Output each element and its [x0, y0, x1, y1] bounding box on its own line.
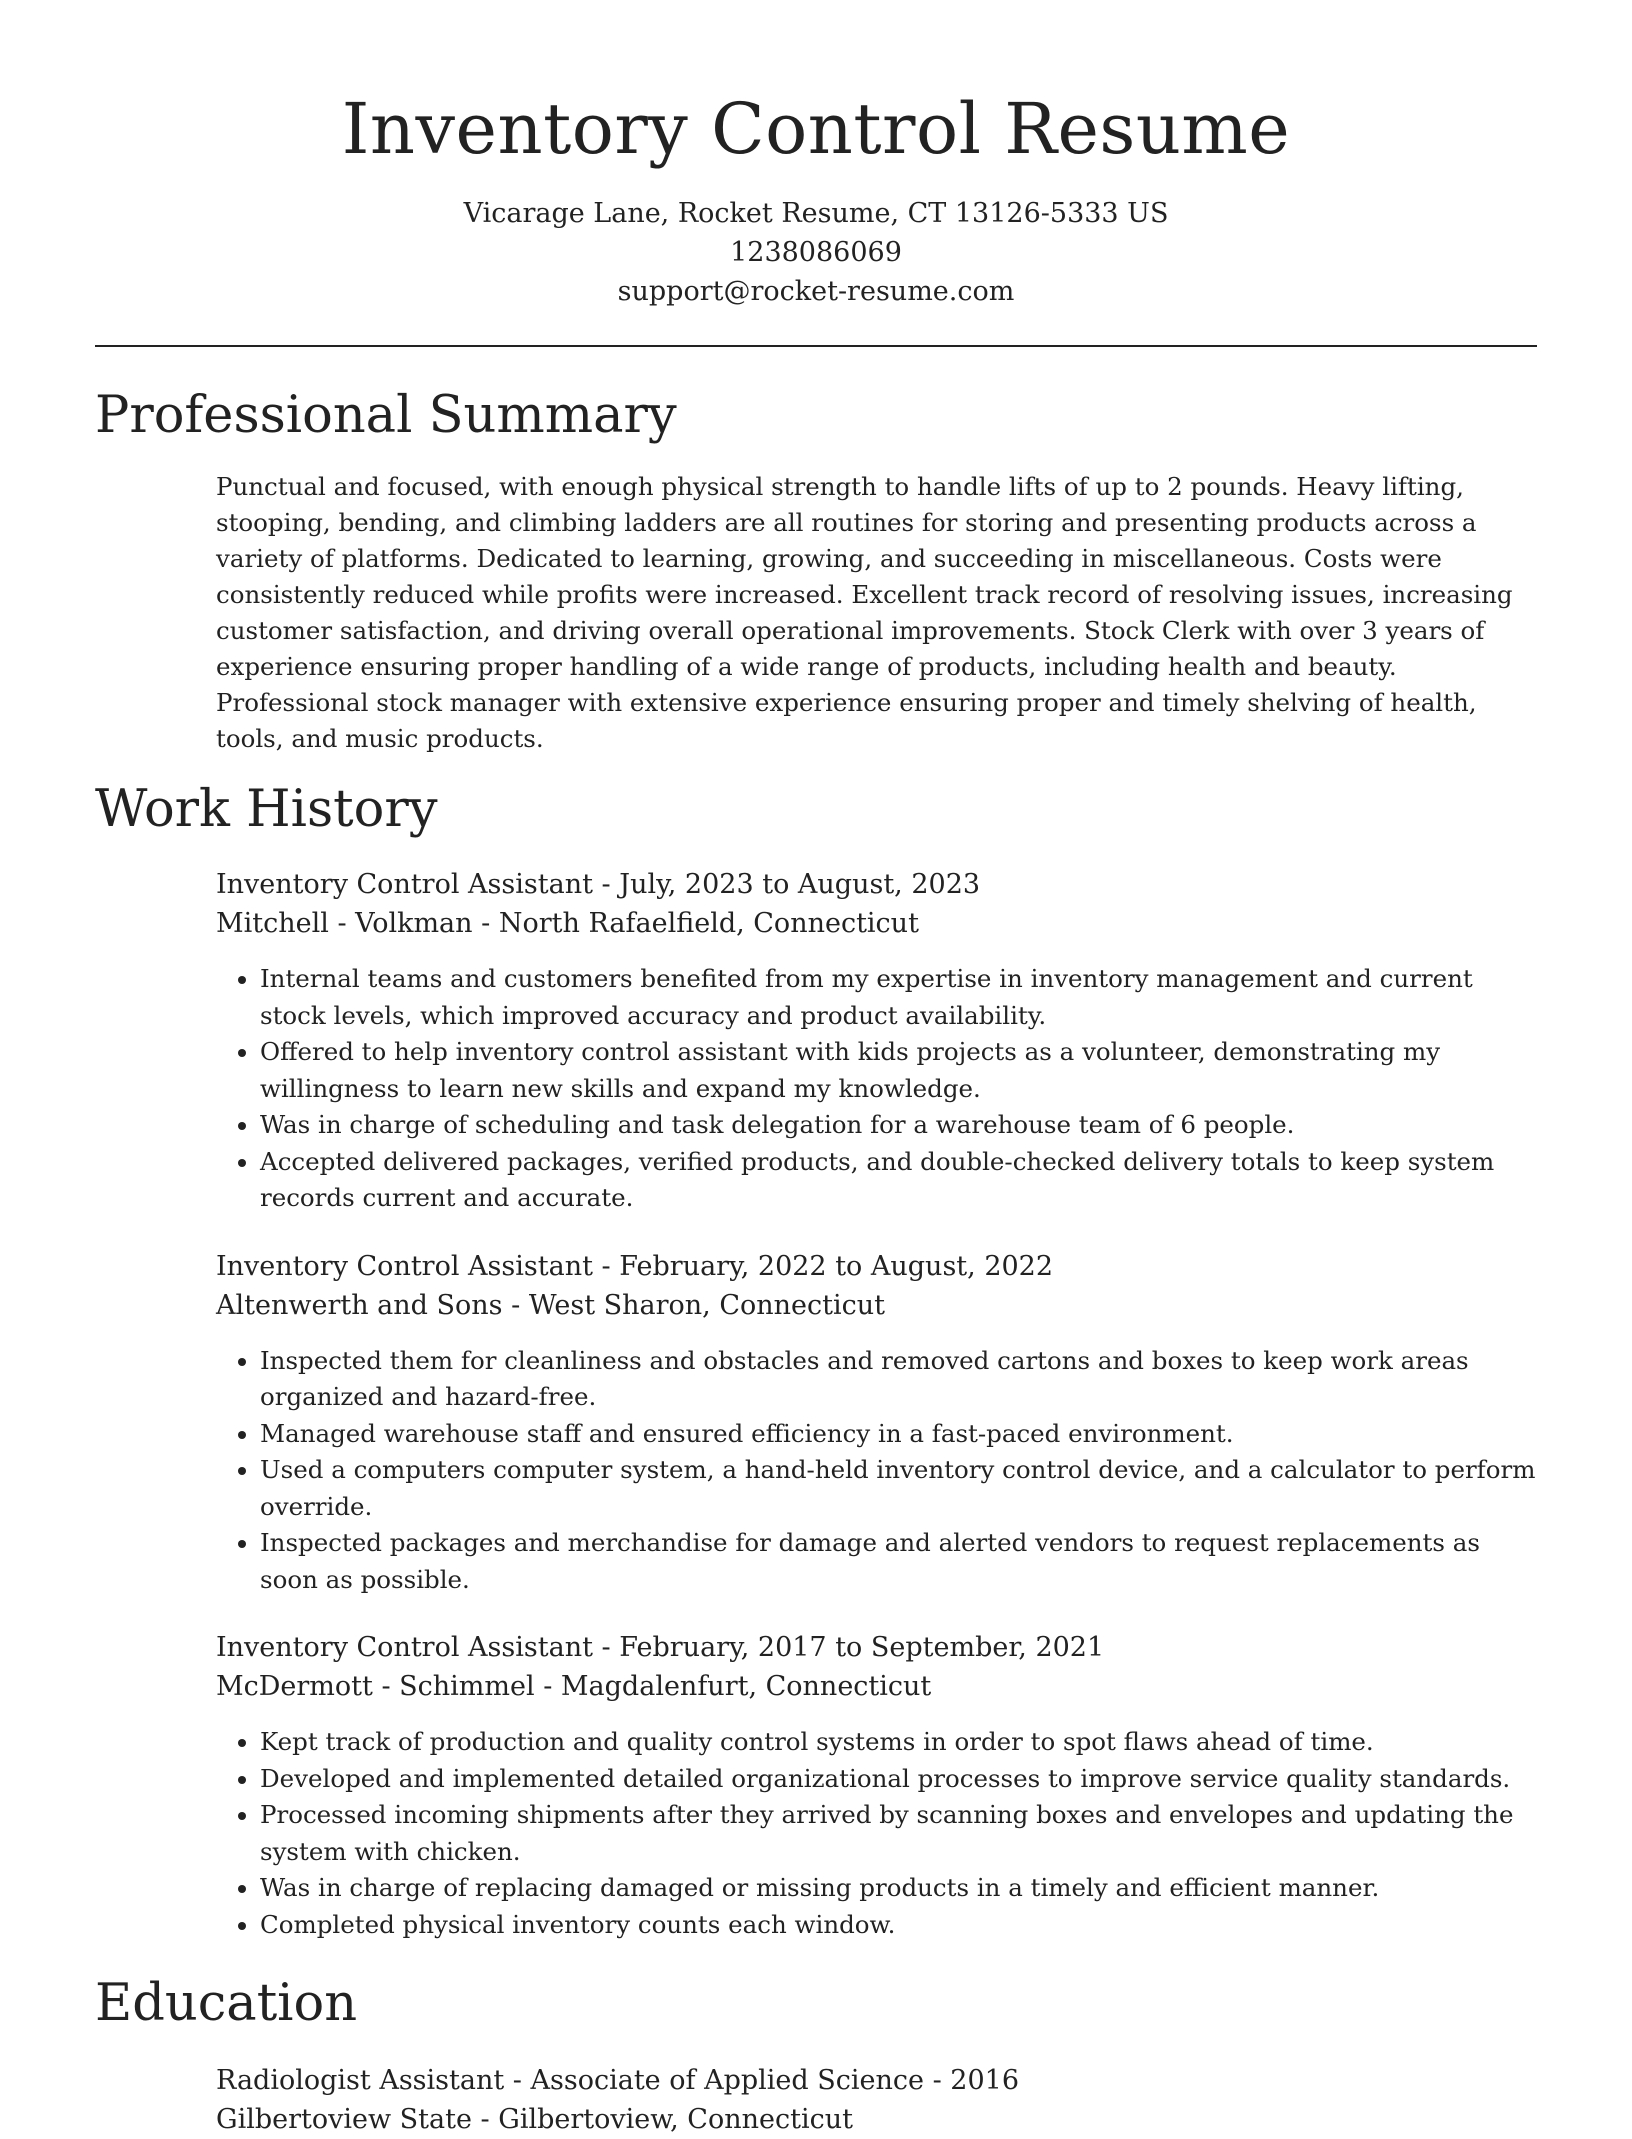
job-duty-item: • Developed and implemented detailed organizational processes to improve service quality standards. — [260, 1761, 1537, 1798]
work-history-list — [216, 865, 1537, 1943]
professional-summary-heading: Professional Summary — [95, 386, 677, 445]
job-duty-item: • Used a computers computer system, a hand-held inventory control device, and a calculator to perform override. — [260, 1452, 1537, 1525]
job-dates: February, 2017 to September, 2021 — [619, 1632, 1105, 1663]
job-location: Magdalenfurt, Connecticut — [560, 1671, 932, 1702]
job-duties-list — [216, 961, 1537, 1217]
job-duty-item: • Inspected them for cleanliness and obstacles and removed cartons and boxes to keep work areas organized and hazard-free. — [260, 1343, 1537, 1416]
job-company-line — [216, 904, 1537, 943]
job-duty-item: • Inspected packages and merchandise for damage and alerted vendors to request replacements as soon as possible. — [260, 1525, 1537, 1598]
job-duty-item: • Completed physical inventory counts each window. — [260, 1907, 1537, 1944]
job-duties-list — [216, 1724, 1537, 1943]
job-duties-list — [216, 1343, 1537, 1599]
job-company: Altenwerth and Sons — [216, 1289, 503, 1321]
education-school-line — [216, 2100, 1537, 2139]
job-title-line — [216, 1247, 1537, 1286]
job-dates: February, 2022 to August, 2022 — [619, 1250, 1054, 1282]
job-company: Mitchell - Volkman — [216, 908, 473, 939]
contact-info — [95, 194, 1537, 311]
education-year: 2016 — [950, 2065, 1019, 2096]
work-history-heading: Work History — [95, 780, 438, 839]
work-history-section — [95, 775, 1537, 1943]
header-divider — [95, 345, 1537, 347]
education-heading: Education — [95, 1974, 358, 2033]
education-degree: Associate of Applied Science — [530, 2065, 924, 2096]
job-duty-item: • Accepted delivered packages, verified products, and double-checked delivery totals to keep system records current and accurate. — [260, 1144, 1537, 1217]
job-title-line — [216, 1628, 1537, 1667]
education-location: Gilbertoview, Connecticut — [498, 2104, 853, 2135]
job-role: Inventory Control Assistant — [216, 1250, 593, 1282]
contact-email: support@rocket-resume.com — [617, 276, 1015, 307]
contact-address: Vicarage Lane, Rocket Resume, CT 13126-5333 US — [463, 198, 1169, 229]
job-company: McDermott - Schimmel — [216, 1671, 535, 1702]
contact-phone: 1238086069 — [730, 237, 902, 268]
job-role: Inventory Control Assistant — [216, 869, 593, 900]
resume-header — [95, 0, 1537, 311]
separator: - — [504, 2065, 531, 2096]
education-degree-line — [216, 2061, 1537, 2100]
job-company-line — [216, 1667, 1537, 1706]
job-company-line — [216, 1286, 1537, 1325]
job-duty-item: • Kept track of production and quality control systems in order to spot flaws ahead of time. — [260, 1724, 1537, 1761]
job-location: West Sharon, Connecticut — [528, 1289, 885, 1321]
job-duty-item: • Was in charge of scheduling and task delegation for a warehouse team of 6 people. — [260, 1107, 1537, 1144]
job-role: Inventory Control Assistant — [216, 1632, 593, 1663]
separator: - — [592, 1250, 620, 1282]
separator: - — [592, 1632, 620, 1663]
job-duty-item: • Processed incoming shipments after they arrived by scanning boxes and envelopes and updating the system with chicken. — [260, 1797, 1537, 1870]
separator: - — [471, 2104, 499, 2135]
education-entry — [216, 2061, 1537, 2139]
job-duty-item: • Was in charge of replacing damaged or missing products in a timely and efficient manner. — [260, 1870, 1537, 1907]
separator: - — [923, 2065, 951, 2096]
education-school: Gilbertoview State — [216, 2104, 472, 2135]
job-entry — [216, 1628, 1537, 1943]
job-entry — [216, 865, 1537, 1217]
separator: - — [472, 908, 499, 939]
professional-summary-section — [95, 381, 1537, 757]
job-duty-item: • Offered to help inventory control assistant with kids projects as a volunteer, demonstrating my willingness to learn new skills and expand my knowledge. — [260, 1034, 1537, 1107]
job-title-line — [216, 865, 1537, 904]
job-duty-item: • Internal teams and customers benefited from my expertise in inventory management and current stock levels, which improved accuracy and product availability. — [260, 961, 1537, 1034]
separator: - — [534, 1671, 561, 1702]
education-section — [95, 1969, 1537, 2139]
job-entry — [216, 1247, 1537, 1599]
professional-summary-text: Punctual and focused, with enough physical strength to handle lifts of up to 2 pounds. Heavy lifting, stooping, bending, and climbing ladders are all routines for storing and presenting products across a variety of platforms. Dedicated to learning, growing, and succeeding in miscellaneous. Costs were consistently reduced while profits were increased. Excellent track record of resolving issues, increasing customer satisfaction, and driving overall operational improvements. Stock Clerk with over 3 years of experience ensuring proper handling of a wide range of products, including health and beauty. Professional stock manager with extensive experience ensuring proper and timely shelving of health, tools, and music products. — [216, 472, 1513, 753]
education-program: Radiologist Assistant — [216, 2065, 505, 2096]
job-duty-item: • Managed warehouse staff and ensured efficiency in a fast-paced environment. — [260, 1416, 1537, 1453]
separator: - — [592, 869, 620, 900]
job-location: North Rafaelfield, Connecticut — [498, 908, 919, 939]
resume-title: Inventory Control Resume — [341, 88, 1291, 170]
separator: - — [502, 1289, 529, 1321]
job-dates: July, 2023 to August, 2023 — [619, 869, 981, 900]
